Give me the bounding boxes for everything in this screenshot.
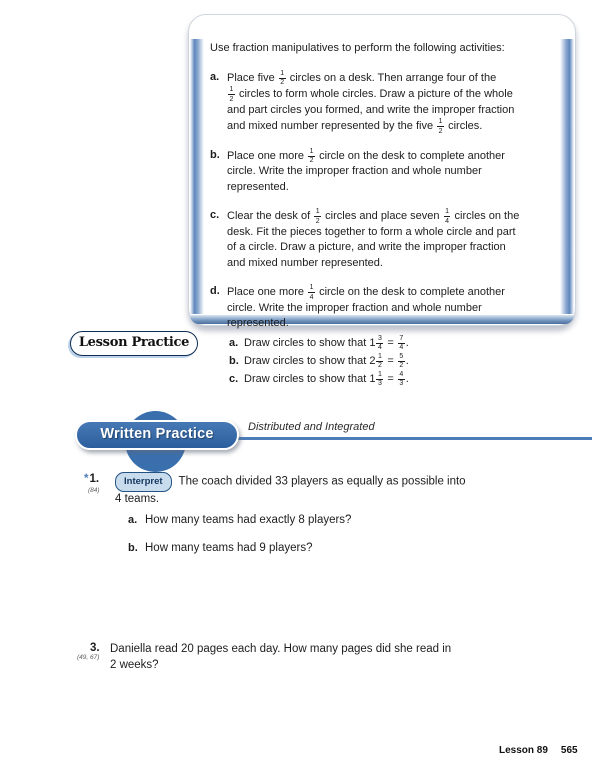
lesson-practice-label: Lesson Practice	[78, 335, 190, 350]
item-text: Place one more $\frac{1}{2}$ circle on the desk to complete another circle. Write the improper fraction and whole number represented.	[227, 147, 505, 193]
lesson-reference: (49, 67)	[77, 654, 100, 661]
footer-page-number: 565	[560, 745, 578, 756]
fraction: $\frac{1}{2}$	[280, 69, 285, 86]
activity-item-a	[210, 70, 554, 135]
activity-box	[188, 14, 576, 329]
fraction: $\frac{1}{2}$	[377, 352, 382, 370]
problem-3-body	[110, 641, 562, 673]
starred-problem-asterisk: *	[84, 473, 89, 485]
fraction: $\frac{1}{2}$	[438, 118, 443, 135]
problem-1-subitem-a	[128, 514, 351, 526]
item-label: b.	[229, 355, 239, 367]
fraction: $\frac{7}{4}$	[399, 334, 404, 352]
item-label: c.	[210, 209, 220, 221]
written-practice-badge	[75, 420, 239, 450]
item-label: c.	[229, 373, 239, 385]
fraction: $\frac{5}{2}$	[399, 352, 404, 370]
activity-item-b	[210, 148, 554, 196]
written-practice-subtitle: Distributed and Integrated	[248, 421, 375, 433]
fraction: $\frac{1}{2}$	[229, 86, 234, 103]
lesson-practice-item-a	[229, 334, 409, 352]
page-footer	[499, 745, 578, 756]
problem-1-body	[115, 472, 567, 507]
activity-item-d	[210, 284, 554, 332]
problem-text: The coach divided 33 players as equally as possible into 4 teams.	[115, 475, 466, 505]
fraction: $\frac{1}{4}$	[309, 284, 314, 301]
item-label: d.	[210, 285, 220, 297]
lesson-practice-item-b	[229, 352, 409, 370]
problem-number: 1.	[89, 473, 100, 485]
footer-lesson-label: Lesson 89	[499, 745, 548, 756]
problem-1-subitem-b	[128, 542, 312, 554]
item-label: a.	[210, 70, 220, 83]
lesson-practice-item-c	[229, 370, 409, 388]
item-text: How many teams had exactly 8 players?	[145, 514, 352, 526]
header-rule	[233, 437, 592, 440]
item-text: Draw circles to show that 1 $\frac{3}{4}$ = $\frac{7}{4}$ .	[244, 334, 409, 352]
written-practice-label: Written Practice	[100, 426, 214, 442]
fraction: $\frac{4}{3}$	[399, 370, 404, 388]
box-right-band	[560, 39, 574, 314]
activity-intro: Use fraction manipulatives to perform the following activities:	[210, 42, 505, 54]
fraction: $\frac{1}{3}$	[377, 370, 382, 388]
problem-number: 3.	[90, 642, 100, 654]
item-label: b.	[210, 148, 220, 161]
item-label: b.	[128, 542, 138, 554]
problem-1-number	[84, 473, 100, 494]
fraction: $\frac{1}{4}$	[445, 208, 449, 225]
lesson-practice-badge	[70, 331, 198, 356]
problem-text: Daniella read 20 pages each day. How many pages did she read in 2 weeks?	[110, 643, 452, 671]
activity-box-content	[210, 41, 554, 345]
item-label: a.	[229, 337, 239, 349]
fraction: $\frac{1}{2}$	[315, 208, 320, 225]
fraction: $\frac{3}{4}$	[377, 334, 382, 352]
item-text: Draw circles to show that 1 $\frac{1}{3}$ = $\frac{4}{3}$ .	[244, 370, 409, 388]
item-label: a.	[128, 514, 138, 526]
problem-3-number	[77, 642, 100, 661]
lesson-practice-items	[229, 334, 409, 388]
item-text: Clear the desk of $\frac{1}{2}$ circles and place seven $\frac{1}{4}$ circles on the desk. Fit the pieces together to form a whole circle and part of a circle. Draw a picture, and write the improper fraction and mixed number represented.	[227, 208, 520, 269]
fraction: $\frac{1}{2}$	[309, 147, 314, 164]
item-text: How many teams had 9 players?	[145, 542, 313, 554]
activity-item-c	[210, 208, 554, 271]
item-text: Draw circles to show that 2 $\frac{1}{2}$ = $\frac{5}{2}$ .	[244, 352, 409, 370]
interpret-badge: Interpret	[115, 472, 172, 492]
item-text: Place one more $\frac{1}{4}$ circle on the desk to complete another circle. Write the improper fraction and whole number represented.	[227, 284, 505, 329]
box-left-band	[190, 39, 204, 314]
item-text: Place five $\frac{1}{2}$ circles on a desk. Then arrange four of the $\frac{1}{2}$ circles to form whole circles. Draw a picture of the whole and part circles you formed, and write the improper fraction and mixed number represented by the five $\frac{1}{2}$ circles.	[227, 69, 515, 135]
lesson-reference: (84)	[88, 487, 100, 494]
